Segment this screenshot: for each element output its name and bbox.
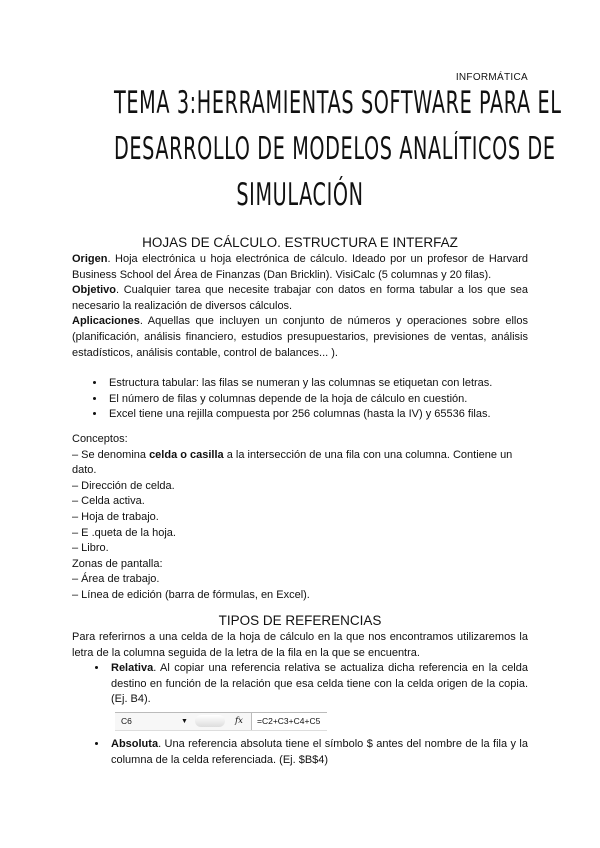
concept-item: – E .queta de la hoja. xyxy=(72,526,176,539)
text: . Una referencia absoluta tiene el símbolo $ antes del nombre de la fila y la columna de la celda referenciada. (Ej. $B$4) xyxy=(111,737,528,766)
fx-icon: fx xyxy=(235,715,243,726)
zonas-label: Zonas de pantalla: xyxy=(72,557,163,570)
text: . Al copiar una referencia relativa se actualiza dicha referencia en la celda destino en función de la relación que esa celda tiene con la celda origen de la copia. (Ej. B4). xyxy=(111,662,528,706)
bullet-list xyxy=(72,661,528,768)
list-item-relativa xyxy=(108,661,528,731)
section-heading: HOJAS DE CÁLCULO. ESTRUCTURA E INTERFAZ xyxy=(142,235,458,250)
zona-item: – Línea de edición (barra de fórmulas, en Excel). xyxy=(72,588,310,601)
text: – Se denomina xyxy=(72,448,150,461)
paragraph-objetivo xyxy=(72,283,528,314)
text: . Cualquier tarea que necesite trabajar con datos en forma tabular a los que sea necesario la realización de diversos cálculos. xyxy=(72,284,528,312)
label-objetivo: Objetivo xyxy=(72,284,117,297)
concept-item: – Dirección de celda. xyxy=(72,479,175,492)
paragraph-aplicaciones xyxy=(72,314,528,361)
name-box: C6 xyxy=(121,715,132,726)
label-absoluta: Absoluta xyxy=(111,737,159,750)
formula-controls-icon xyxy=(195,715,225,727)
title-line: TEMA 3:HERRAMIENTAS SOFTWARE PARA EL xyxy=(114,85,562,121)
bullet-list xyxy=(72,376,528,423)
section-hojas xyxy=(72,234,528,423)
list-item-absoluta xyxy=(108,737,528,768)
title-line: DESARROLLO DE MODELOS ANALÍTICOS DE xyxy=(114,131,556,167)
list-item: • Excel tiene una rejilla compuesta por 256 columnas (hasta la IV) y 65536 filas. xyxy=(106,407,528,423)
concept-item: – Hoja de trabajo. xyxy=(72,510,159,523)
label-aplicaciones: Aplicaciones xyxy=(72,315,140,328)
section-referencias xyxy=(72,612,528,768)
conceptos-label: Conceptos: xyxy=(72,433,128,445)
text: a la intersección de una fila con una columna. Contiene un dato. xyxy=(72,448,513,477)
label-origen: Origen xyxy=(72,253,108,265)
title-line: SIMULACIÓN xyxy=(236,177,364,213)
page-header: INFORMÁTICA xyxy=(455,72,528,83)
formula-bar-image xyxy=(115,712,327,731)
section-heading: TIPOS DE REFERENCIAS xyxy=(218,613,382,628)
text: . Aquellas que incluyen un conjunto de números y operaciones sobre ellos (planificación, análisis financiero, estudios presupuestarios, previsiones de ventas, análisis estadísticos, análisis contable, control de balances... ). xyxy=(72,315,528,359)
formula-text: =C2+C3+C4+C5 xyxy=(251,713,327,730)
text: . Hoja electrónica u hoja electrónica de cálculo. Ideado por un profesor de Harvard Business School del Área de Finanzas (Dan Bricklin). VisiCalc (5 columnas y 20 filas). xyxy=(72,253,528,281)
list-item: • Estructura tabular: las filas se numeran y las columnas se etiquetan con letras. xyxy=(106,376,528,392)
list-item: • El número de filas y columnas depende de la hoja de cálculo en cuestión. xyxy=(106,392,528,408)
concept-celda xyxy=(72,448,528,479)
dropdown-arrow-icon: ▼ xyxy=(181,717,188,725)
zona-item: – Área de trabajo. xyxy=(72,573,160,586)
section-conceptos xyxy=(72,432,528,604)
paragraph-origen xyxy=(72,252,528,283)
label-relativa: Relativa xyxy=(111,662,154,675)
paragraph-intro: Para referirnos a una celda de la hoja de cálculo en la que nos encontramos utilizaremos la letra de la columna seguida de la letra de la fila en la que se encuentra. xyxy=(72,631,528,659)
concept-item: – Libro. xyxy=(72,542,109,555)
bold-term: celda o casilla xyxy=(149,448,224,461)
concept-item: – Celda activa. xyxy=(72,495,145,508)
document-title xyxy=(0,80,600,218)
